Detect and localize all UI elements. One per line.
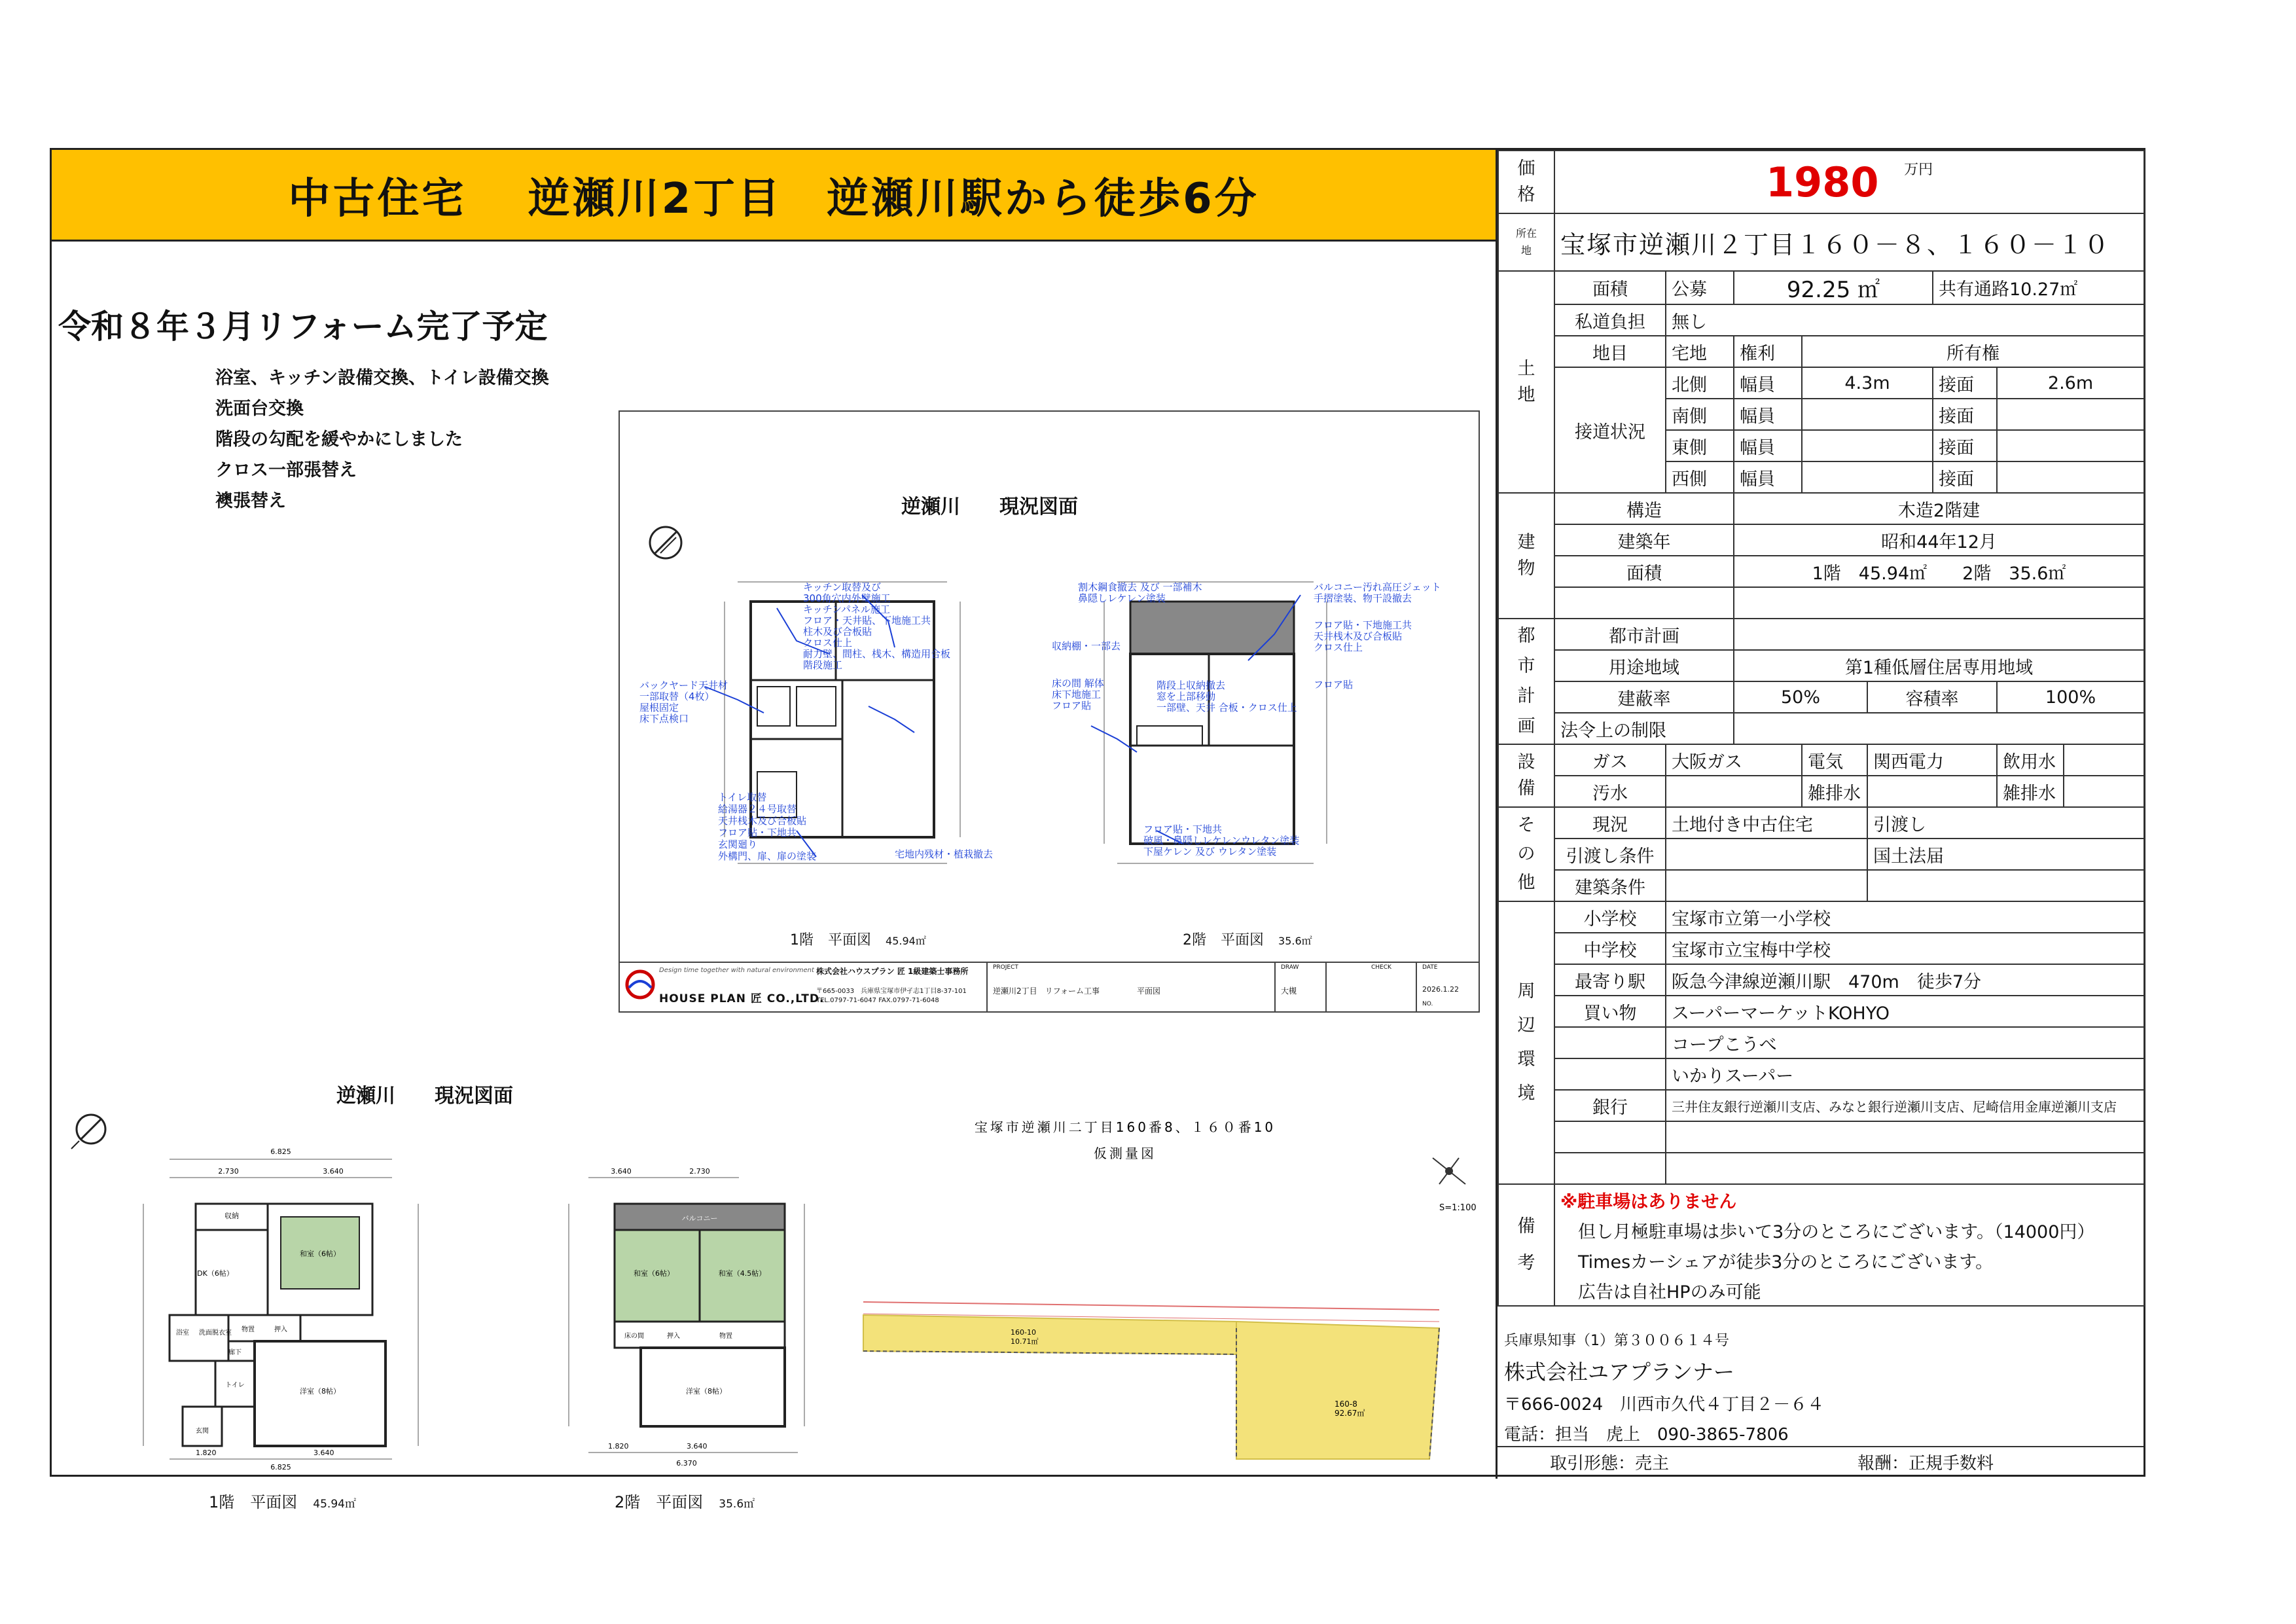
room-label: 和室（4.5帖） (718, 1269, 766, 1278)
road-contact-label: 接面 (1933, 367, 1997, 399)
reform-headline: 令和８年３月リフォーム完了予定 (58, 308, 548, 346)
land-label: 土地 (1498, 271, 1554, 493)
agent-phone: 電話：担当 虎上 090-3865-7806 (1504, 1425, 1789, 1445)
lot-label: 160-8 (1335, 1399, 1357, 1409)
junior-label: 中学校 (1554, 933, 1666, 964)
right-label: 権利 (1734, 336, 1802, 367)
current-floor1-label: 1階 平面図 45.94㎡ (209, 1493, 356, 1511)
shop-value: いかりスーパー (1666, 1058, 2144, 1090)
reform-notes-floor2e: フロア貼・下地共 破風・鼻隠しレケレンウレタン塗装 下屋ケレン 及び ウレタン塗装 (1143, 823, 1300, 857)
dim-label: 3.640 (314, 1449, 334, 1457)
agent-fee: 報酬：正規手数料 (1857, 1454, 1994, 1473)
zone-value: 第1種低層住居専用地域 (1734, 650, 2144, 681)
status-label: 現況 (1554, 807, 1666, 839)
lot-area: 92.67㎡ (1335, 1409, 1365, 1418)
road-label: 接道状況 (1554, 367, 1666, 493)
shop-label: 買い物 (1554, 996, 1666, 1027)
gas-value: 大阪ガス (1666, 744, 1802, 776)
address-label: 所在地 (1498, 213, 1554, 271)
law-label: 法令上の制限 (1554, 713, 1734, 744)
current-floor2-label: 2階 平面図 35.6㎡ (615, 1493, 755, 1511)
room-label: 玄関 (196, 1428, 209, 1435)
road-width (1802, 399, 1933, 430)
handover-cond-label: 引渡し条件 (1554, 839, 1666, 870)
dim-label: 1.820 (196, 1449, 217, 1457)
tagline: Design time together with natural environment (659, 967, 814, 974)
remark-line: ※駐車場はありません (1554, 1184, 2144, 1215)
remark-line: 広告は自社HPのみ可能 (1554, 1275, 2144, 1306)
status-value: 土地付き中古住宅 (1666, 807, 1867, 839)
drawing-name: 平面図 (1137, 986, 1161, 996)
misc-water-label: 雑排水 (1802, 776, 1867, 807)
zone-label: 用途地域 (1554, 650, 1734, 681)
env-label: 周辺環境 (1498, 901, 1554, 1184)
drawing-title-block (620, 962, 1479, 1013)
remark-line: 但し月極駐車場は歩いて3分のところにございます。（14000円） (1554, 1215, 2144, 1245)
area-extra: 共有通路10.27㎡ (1933, 271, 2144, 304)
page-title: 中古住宅 逆瀬川2丁目 逆瀬川駅から徒歩6分 (288, 174, 1259, 223)
built-value: 昭和44年12月 (1734, 524, 2144, 556)
elec-label: 電気 (1802, 744, 1867, 776)
company-name: 株式会社ハウスプラン 匠 1級建築士事務所 (816, 967, 969, 976)
dim-label: 2.730 (689, 1167, 710, 1176)
price-label: 価格 (1498, 151, 1554, 213)
gas-label: ガス (1554, 744, 1666, 776)
north-arrow-icon (646, 523, 685, 562)
dim-label: 3.640 (323, 1167, 344, 1176)
room-label: 収納 (224, 1212, 239, 1220)
water-label: 飲用水 (1997, 744, 2064, 776)
road-width (1802, 461, 1933, 493)
date-header: DATE (1422, 964, 1438, 971)
area-value: 92.25 ㎡ (1734, 271, 1933, 304)
sewage-label: 汚水 (1554, 776, 1666, 807)
current-plan-title: 逆瀬川 現況図面 (336, 1085, 513, 1108)
road-contact (1997, 430, 2144, 461)
spec-table (1498, 150, 2144, 1475)
left-content (52, 242, 1498, 1511)
room-label: 洋室（8帖） (686, 1387, 726, 1396)
handover-label: 引渡し (1867, 807, 2144, 839)
survey-scale: S=1:100 (1439, 1203, 1477, 1213)
drawing-date: 2026.1.22 (1422, 985, 1459, 994)
room-label: 床の間 (624, 1333, 644, 1340)
agent-name: 株式会社ユアプランナー (1504, 1360, 1735, 1384)
road-contact-label: 接面 (1933, 399, 1997, 430)
elem-label: 小学校 (1554, 901, 1666, 933)
property-flyer (50, 148, 2145, 1511)
room-label: 浴室 (176, 1329, 189, 1337)
bcr-label: 建蔽率 (1554, 681, 1734, 713)
bank-label: 銀行 (1554, 1090, 1666, 1121)
building-area-label: 面積 (1554, 556, 1734, 587)
reform-floor1-label: 1階 平面図 45.94㎡ (790, 932, 926, 948)
built-label: 建築年 (1554, 524, 1734, 556)
cityplan-label: 都市計画 (1554, 619, 1734, 650)
reform-plan-title: 逆瀬川 現況図面 (901, 496, 1078, 518)
project-name: 逆瀬川2丁目 リフォーム工事 (993, 986, 1100, 996)
reform-notes-floor2b: バルコニー汚れ高圧ジェット 手摺塗装、物干設撤去 フロア貼・下地施工共 天井桟木及び合板貼 クロス仕上 フロア貼 (1314, 581, 1441, 691)
agent-address: 〒666-0024 川西市久代４丁目２－６４ (1504, 1395, 1825, 1415)
city-plan-label: 都市計画 (1498, 619, 1554, 744)
shop-value: スーパーマーケットKOHYO (1666, 996, 2144, 1027)
water-value (2064, 744, 2144, 776)
reform-item: 襖張替え (215, 491, 286, 511)
road-side: 南側 (1666, 399, 1734, 430)
check-header: CHECK (1371, 964, 1391, 971)
private-road-label: 私道負担 (1554, 304, 1666, 336)
agent-deal-type: 取引形態：売主 (1550, 1454, 1670, 1473)
price-unit: 万円 (1904, 161, 1933, 178)
station-value: 阪急今津線逆瀬川駅 470m 徒歩7分 (1666, 964, 2144, 996)
drawn-by: 大槻 (1281, 986, 1297, 996)
handover-cond-value: 国土法届 (1867, 839, 2144, 870)
room-label: トイレ (225, 1382, 245, 1389)
elec-value: 関西電力 (1867, 744, 1997, 776)
room-label: 物置 (719, 1333, 732, 1340)
room-label: 押入 (667, 1333, 680, 1340)
room-label: DK（6帖） (197, 1269, 234, 1278)
road-width: 4.3m (1802, 367, 1933, 399)
reform-item: 階段の勾配を緩やかにしました (215, 429, 463, 450)
price-value: 1980 (1765, 158, 1879, 206)
bank-value: 三井住友銀行逆瀬川支店、みなと銀行逆瀬川支店、尼崎信用金庫逆瀬川支店 (1666, 1090, 2144, 1121)
road-side: 西側 (1666, 461, 1734, 493)
elem-value: 宝塚市立第一小学校 (1666, 901, 2144, 933)
reform-item: 洗面台交換 (215, 399, 304, 419)
price-cell (1554, 151, 2144, 213)
junior-value: 宝塚市立宝梅中学校 (1666, 933, 2144, 964)
road-contact: 2.6m (1997, 367, 2144, 399)
structure-label: 構造 (1554, 493, 1734, 524)
current-floor2-plan (549, 1145, 824, 1472)
room-label: 物置 (242, 1326, 255, 1333)
remarks-label: 備考 (1498, 1184, 1554, 1306)
bcr-value: 50% (1734, 681, 1867, 713)
reform-item: クロス一部張替え (215, 460, 357, 480)
survey-subtitle: 仮測量図 (1094, 1146, 1157, 1161)
reform-item: 浴室、キッチン設備交換、トイレ設備交換 (215, 368, 549, 388)
facility-label: 設備 (1498, 744, 1554, 807)
project-header: PROJECT (993, 964, 1018, 971)
reform-note-yard: 宅地内残材・植栽撤去 (895, 848, 994, 860)
room-label: 廊下 (228, 1349, 242, 1356)
area-label: 面積 (1554, 271, 1666, 304)
dim-label: 2.730 (218, 1167, 239, 1176)
lot-area: 10.71㎡ (1011, 1337, 1039, 1346)
reform-notes-floor2: 割木鋼食撤去 及び 一部補木 鼻隠しレケレン塗装 (1078, 581, 1202, 604)
dim-label: 6.370 (676, 1459, 697, 1468)
road-contact-label: 接面 (1933, 430, 1997, 461)
compass-icon (1433, 1158, 1465, 1184)
room-label: 洗面脱衣室 (199, 1329, 232, 1337)
dim-label: 6.825 (270, 1147, 291, 1156)
survey-title: 宝塚市逆瀬川二丁目160番8、１６０番10 (974, 1119, 1276, 1135)
company-address: 〒665-0033 兵庫県宝塚市伊孑志1丁目8-37-101 (816, 988, 967, 995)
station-label: 最寄り駅 (1554, 964, 1666, 996)
structure-value: 木造2階建 (1734, 493, 2144, 524)
room-label: バルコニー (681, 1214, 718, 1223)
right-value: 所有権 (1802, 336, 2144, 367)
current-floor1-plan (117, 1145, 457, 1472)
road-width-label: 幅員 (1734, 430, 1802, 461)
reform-floor2-label: 2階 平面図 35.6㎡ (1183, 932, 1312, 948)
road-width-label: 幅員 (1734, 399, 1802, 430)
agent-info (1498, 1326, 2144, 1472)
other-label: その他 (1498, 807, 1554, 901)
shop-value: コープこうべ (1666, 1027, 2144, 1058)
building-area-value: 1階 45.94㎡ 2階 35.6㎡ (1734, 556, 2144, 587)
road-width (1802, 430, 1933, 461)
reform-plan-drawing (619, 410, 1480, 1013)
reform-notes-floor1: キッチン取替及び 300角穴内外壁施工 キッチンパネル施工 フロア・天井貼、下地施工共 柱木及び合板貼 クロス仕上 耐力壁、間柱、桟木、構造用合板 階段施工 (803, 581, 951, 671)
road-side: 北側 (1666, 367, 1734, 399)
sewage-value (1666, 776, 1802, 807)
reform-notes-floor2c: 収納棚・一部去 床の間 解体 床下地施工 フロア貼 (1052, 640, 1121, 712)
road-width-label: 幅員 (1734, 367, 1802, 399)
misc-water2-label: 雑排水 (1997, 776, 2064, 807)
build-cond-label: 建築条件 (1554, 870, 1666, 901)
reform-notes-floor1c: トイレ取替 給湯器２４号取替 天井桟木及び合板貼 フロア貼・下地共 玄関廻り 外構門、扉、扉の塗装 (718, 791, 817, 862)
dim-label: 3.640 (687, 1442, 708, 1451)
room-label: 和室（6帖） (300, 1250, 340, 1258)
address-value: 宝塚市逆瀬川２丁目１６０－８、１６０－１０ (1554, 213, 2144, 271)
room-label: 押入 (274, 1326, 287, 1333)
agent-license: 兵庫県知事（1）第３００６１４号 (1504, 1333, 1729, 1349)
room-label: 洋室（8帖） (300, 1387, 340, 1396)
room-label: 和室（6帖） (634, 1269, 674, 1278)
land-type-label: 地目 (1554, 336, 1666, 367)
dim-label: 6.825 (270, 1463, 291, 1471)
land-type-value: 宅地 (1666, 336, 1734, 367)
private-road-value: 無し (1666, 304, 2144, 336)
north-arrow-icon (69, 1112, 108, 1151)
house-plan-logo-icon (624, 968, 656, 1001)
road-contact-label: 接面 (1933, 461, 1997, 493)
dim-label: 3.640 (611, 1167, 632, 1176)
road-side: 東側 (1666, 430, 1734, 461)
title-banner (52, 150, 1498, 242)
company-tel: TEL.0797-71-6047 FAX.0797-71-6048 (816, 997, 939, 1004)
remark-line: Timesカーシェアが徒歩3分のところにございます。 (1554, 1245, 2144, 1275)
building-label: 建物 (1498, 493, 1554, 619)
draw-header: DRAW (1281, 964, 1299, 971)
road-contact (1997, 461, 2144, 493)
lot-label: 160-10 (1011, 1328, 1036, 1337)
area-type: 公募 (1666, 271, 1734, 304)
survey-map (850, 1092, 1492, 1472)
reform-notes-floor1b: バックヤード天井材 一部取替（4枚） 屋根固定 床下点検口 (639, 679, 728, 725)
road-contact (1997, 399, 2144, 430)
no-header: NO. (1422, 1001, 1433, 1007)
reform-list (215, 363, 549, 516)
far-label: 容積率 (1867, 681, 1997, 713)
far-value: 100% (1997, 681, 2144, 713)
reform-notes-floor2d: 階段上収納撤去 窓を上部移動 一部壁、天井 合板・クロス仕上 (1157, 679, 1297, 713)
logo-text: HOUSE PLAN 匠 CO.,LTD. (659, 992, 825, 1005)
road-width-label: 幅員 (1734, 461, 1802, 493)
dim-label: 1.820 (608, 1442, 629, 1451)
